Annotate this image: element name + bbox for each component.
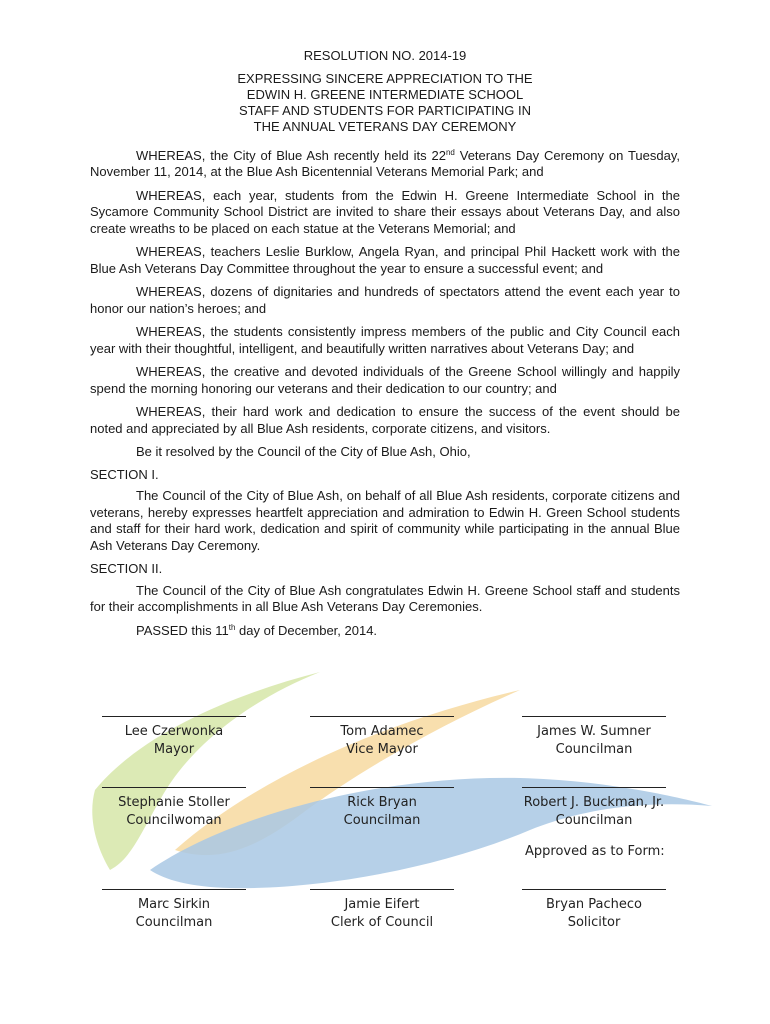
signer-title: Councilwoman <box>126 813 222 828</box>
signature-line <box>522 716 666 717</box>
whereas-clause: WHEREAS, the creative and devoted individuals of the Greene School willingly and happily spend the morning honoring our veterans and their dedication to our country; and <box>90 364 680 396</box>
signer-name: Marc Sirkin <box>137 897 211 912</box>
signer-title: Councilman <box>135 915 213 930</box>
signature-line <box>310 787 454 788</box>
title-line: EXPRESSING SINCERE APPRECIATION TO THE <box>237 70 533 86</box>
resolution-number: RESOLUTION NO. 2014-19 <box>303 48 467 63</box>
ordinal-suffix: nd <box>445 147 455 157</box>
whereas-clause: WHEREAS, the students consistently impress members of the public and City Council each year with their thoughtful, intelligent, and beautifully written narratives about Veterans Day; and <box>90 324 680 356</box>
signer-name: James W. Sumner <box>537 724 651 739</box>
whereas-clause: WHEREAS, teachers Leslie Burklow, Angela Ryan, and principal Phil Hackett work with the Blue Ash Veterans Day Committee throughout the year to ensure a successful event; and <box>90 244 680 276</box>
whereas-clause: WHEREAS, each year, students from the Edwin H. Greene Intermediate School in the Sycamore Community School District are invited to share their essays about Veterans Day, and also create wreaths to be placed on each statue at the Veterans Memorial; and <box>90 187 680 236</box>
whereas-clause <box>90 148 680 181</box>
whereas-text: WHEREAS, the City of Blue Ash recently held its 22 <box>136 147 446 163</box>
signature-block <box>102 889 246 932</box>
signer-name: Tom Adamec <box>340 724 424 739</box>
signer-name: Jamie Eifert <box>344 897 420 912</box>
whereas-text: Veterans Day Ceremony on Tuesday, November 11, 2014, at the Blue Ash Bicentennial Veterans Memorial Park; and <box>90 147 680 179</box>
signature-block <box>310 889 454 932</box>
signer-name: Rick Bryan <box>347 795 417 810</box>
signature-line <box>310 716 454 717</box>
ordinal-suffix: th <box>228 622 236 632</box>
signer-name: Robert J. Buckman, Jr. <box>523 795 665 810</box>
passed-date <box>136 623 680 640</box>
signature-line <box>522 787 666 788</box>
signature-block <box>310 716 454 759</box>
signature-line <box>522 889 666 890</box>
section-2-text: The Council of the City of Blue Ash congratulates Edwin H. Greene School staff and students for their accomplishments in all Blue Ash Veterans Day Ceremonies. <box>90 582 680 614</box>
signature-block <box>522 889 666 932</box>
title-line: THE ANNUAL VETERANS DAY CEREMONY <box>253 118 517 134</box>
section-1-heading: SECTION I. <box>90 466 159 482</box>
whereas-clause: WHEREAS, dozens of dignitaries and hundreds of spectators attend the event each year to honor our nation’s heroes; and <box>90 284 680 316</box>
signer-title: Councilman <box>555 742 633 757</box>
signer-title: Councilman <box>555 813 633 828</box>
signature-line <box>102 889 246 890</box>
signature-line <box>102 787 246 788</box>
passed-text: day of December, 2014. <box>235 622 378 638</box>
signature-block <box>522 716 666 759</box>
title-line: STAFF AND STUDENTS FOR PARTICIPATING IN <box>238 102 532 118</box>
signer-title: Councilman <box>343 813 421 828</box>
passed-text: PASSED this 11 <box>136 622 229 638</box>
signer-title: Mayor <box>153 742 195 757</box>
signer-name: Bryan Pacheco <box>545 897 642 912</box>
signature-block <box>102 716 246 759</box>
signer-name: Lee Czerwonka <box>124 724 224 739</box>
section-2-heading: SECTION II. <box>90 561 163 576</box>
signature-block <box>310 787 454 830</box>
signature-block <box>522 787 666 830</box>
approved-as-to-form: Approved as to Form: <box>525 844 665 859</box>
signature-line <box>310 889 454 890</box>
resolution-body <box>90 48 680 639</box>
whereas-clause: WHEREAS, their hard work and dedication to ensure the success of the event should be noted and appreciated by all Blue Ash residents, corporate citizens, and visitors. <box>90 404 680 436</box>
signature-block <box>102 787 246 830</box>
signer-name: Stephanie Stoller <box>118 795 230 810</box>
signer-title: Clerk of Council <box>330 915 434 930</box>
signer-title: Solicitor <box>567 915 621 930</box>
resolved-clause: Be it resolved by the Council of the City of Blue Ash, Ohio, <box>136 444 471 459</box>
title-line: EDWIN H. GREENE INTERMEDIATE SCHOOL <box>246 86 524 102</box>
section-1-text: The Council of the City of Blue Ash, on behalf of all Blue Ash residents, corporate citizens and veterans, hereby expresses heartfelt appreciation and admiration to Edwin H. Green School students and staff for their hard work, dedication and spirit of community while participating in the annual Blue Ash Veterans Day Ceremony. <box>90 488 680 553</box>
resolution-title <box>90 71 680 135</box>
signature-line <box>102 716 246 717</box>
signer-title: Vice Mayor <box>346 742 418 757</box>
